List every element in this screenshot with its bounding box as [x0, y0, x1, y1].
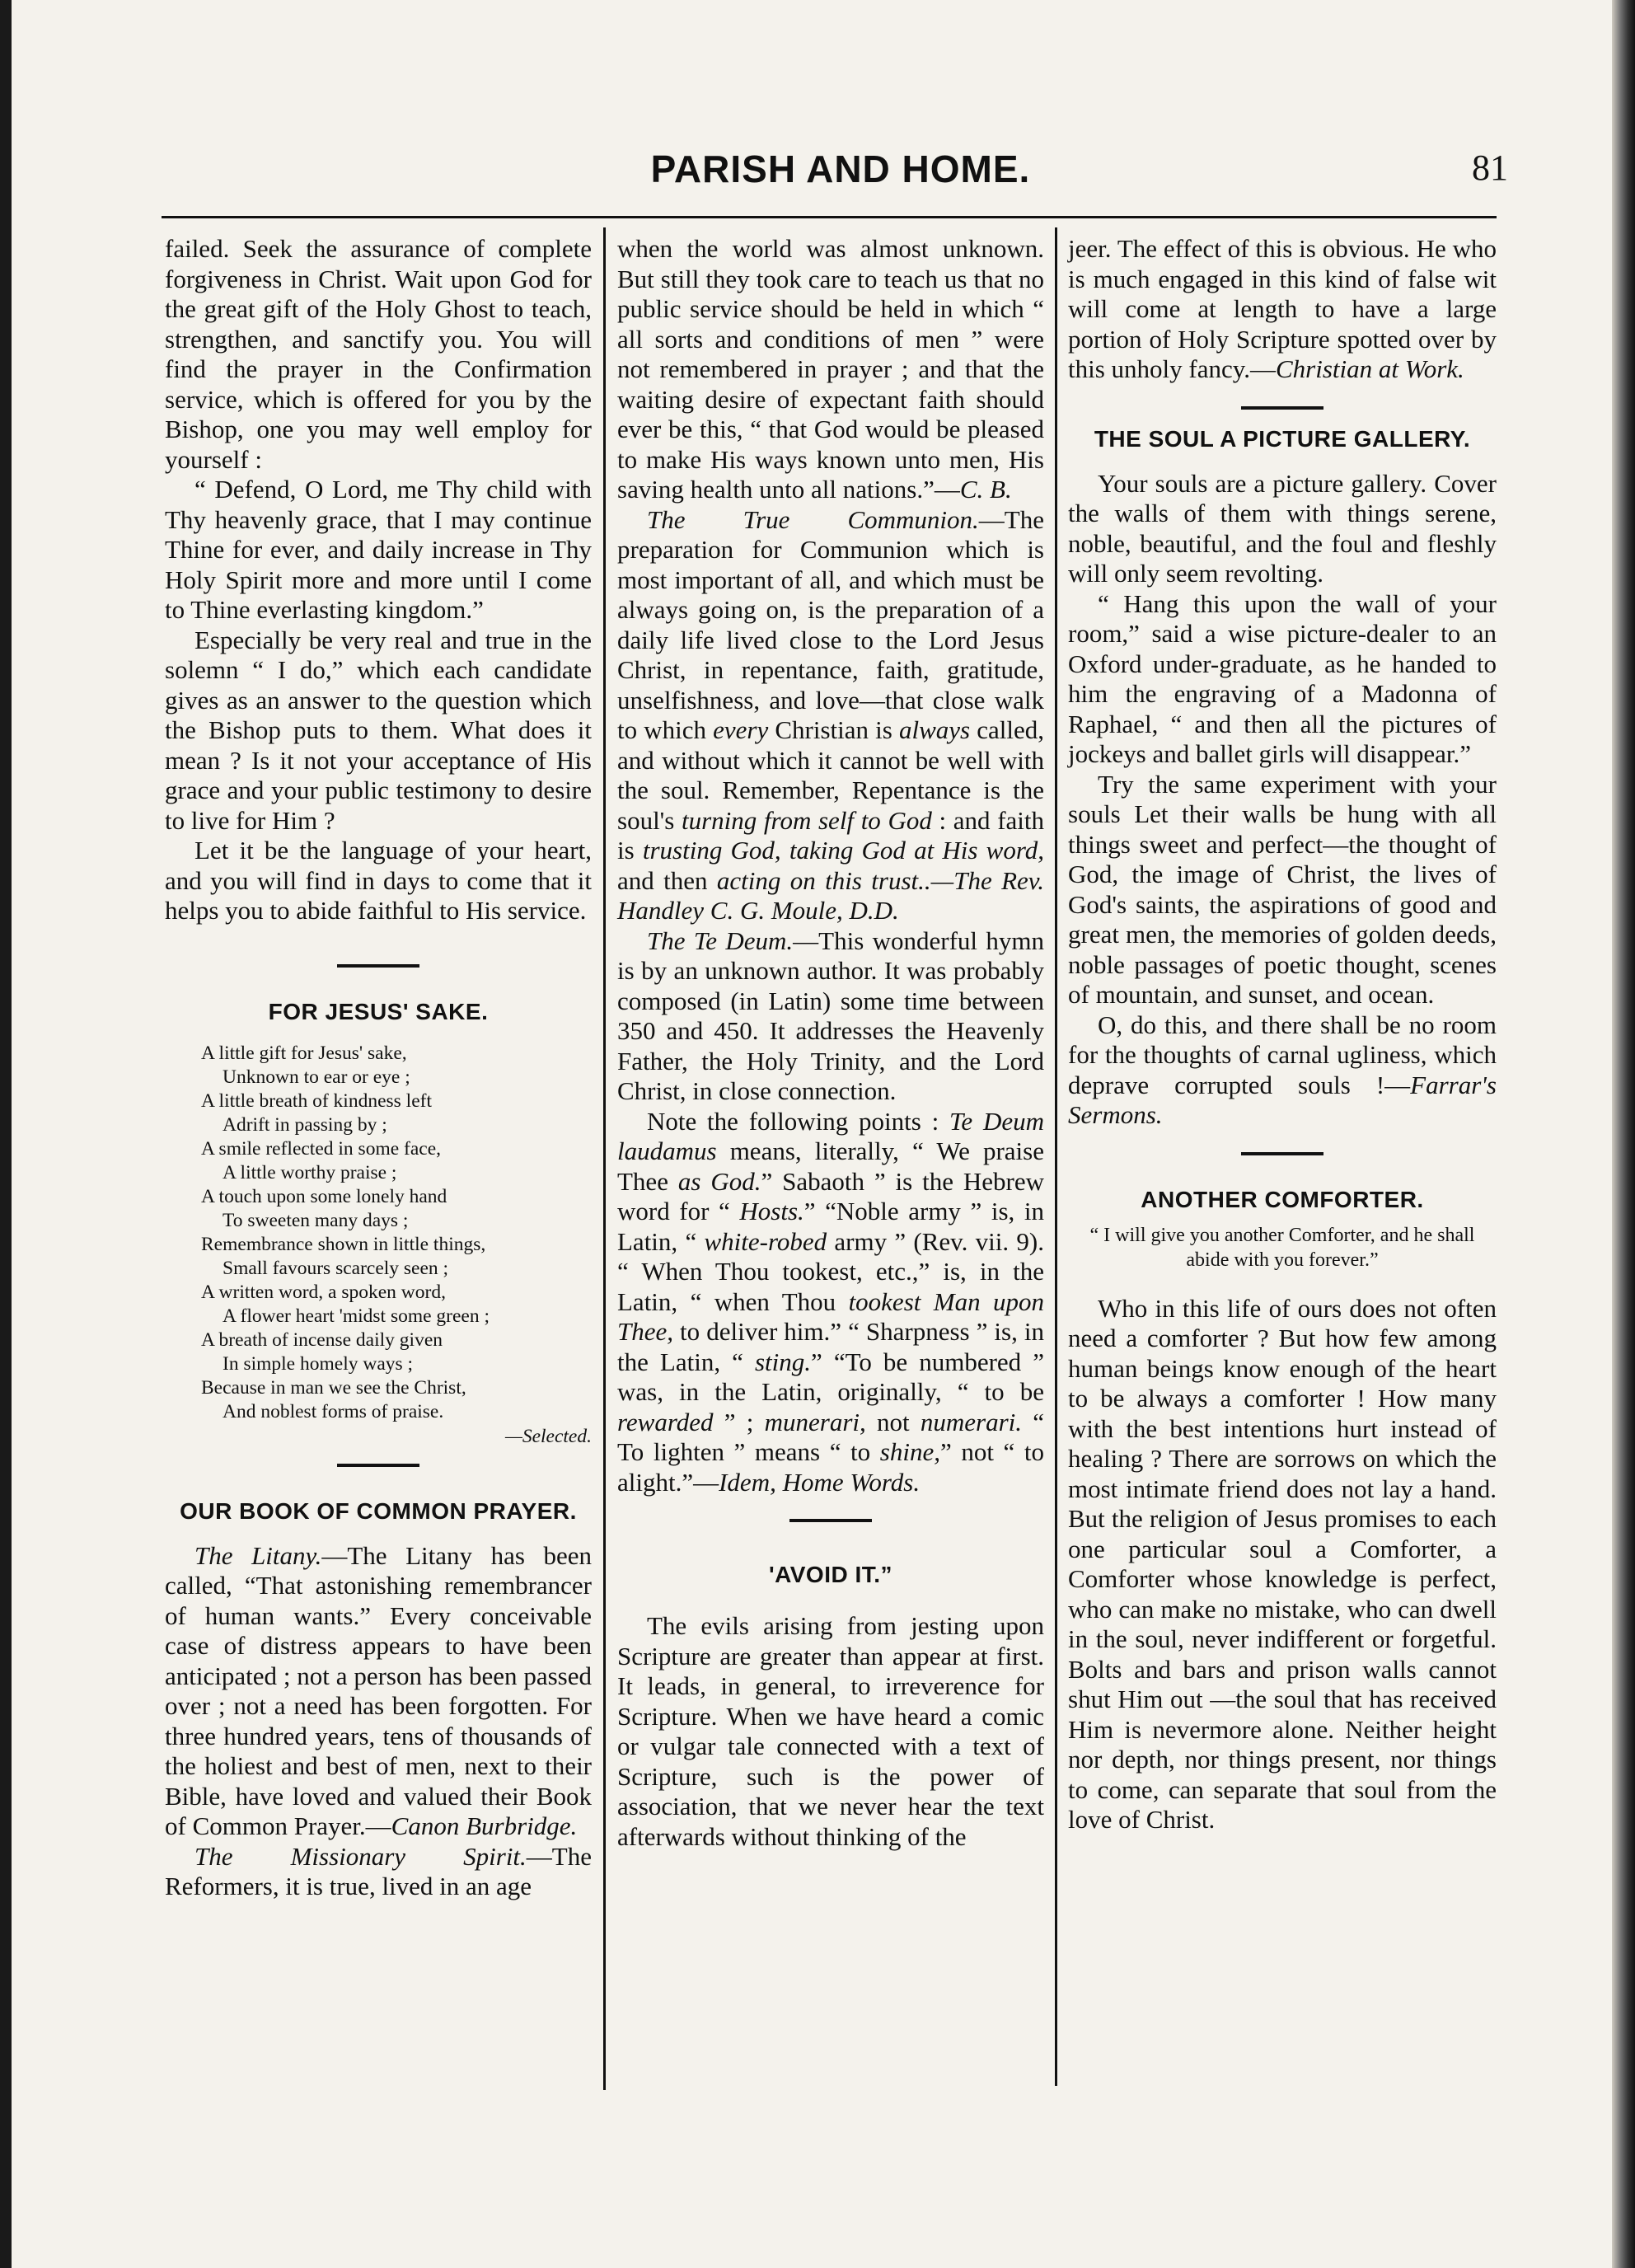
poem-line: And noblest forms of praise.: [223, 1400, 444, 1422]
attribution: Christian at Work.: [1275, 354, 1464, 383]
attribution: —Selected.: [504, 1425, 592, 1447]
run-in-heading: The Litany.: [194, 1540, 322, 1570]
page-title: PARISH AND HOME.: [650, 148, 1031, 190]
poem-line: Small favours scarcely seen ;: [223, 1257, 449, 1279]
poem-line: In simple homely ways ;: [223, 1352, 414, 1375]
section-separator: [337, 1464, 419, 1467]
poem-line: A little breath of kindness left: [201, 1089, 432, 1112]
paragraph: Who in this life of ours does not often need a comforter ? But how few among human beings know enough of the heart to be always a comforter ! How many with the best intentions hurt instead of healing ? There are sorrows on which the most intimate friend does not lay a hand. But the religion of Jesus promises to each one particular soul a Comforter, a Comforter whose knowledge is perfect, who can make no mistake, who can dwell in the soul, never indifferent or forgetful. Bolts and bars and prison walls cannot shut Him out —the soul that has received Him is nevermore alone. Neither height nor depth, nor things present, nor things to come, can separate that soul from the love of Christ.: [1068, 1293, 1497, 1834]
paragraph: Try the same experiment with your souls Let their walls be hung with all things sweet and perfect—the thought of God, the image of Christ, the lives of God's saints, the aspirations of good and great men, the memories of golden deeds, noble passages of poetic thought, scenes of mountain, and sunset, and ocean.: [1068, 769, 1497, 1009]
column-divider: [1055, 227, 1057, 2086]
paragraph: O, do this, and there shall be no room for the thoughts of carnal ugliness, which deprave corrupted souls !—Farrar's Sermons.: [1068, 1010, 1497, 1129]
section-title: FOR JESUS' SAKE.: [268, 998, 489, 1024]
run-in-heading: The Missionary Spirit.: [194, 1841, 527, 1871]
scan-edge-left: [0, 0, 12, 2268]
section-separator: [337, 964, 419, 968]
run-in-heading: The True Communion.: [647, 504, 979, 534]
page-number: 81: [1472, 148, 1508, 188]
paragraph: Your souls are a picture gallery. Cover the walls of them with things serene, noble, beautiful, and the foul and fleshly will only seem revolting.: [1068, 468, 1497, 588]
column-divider: [603, 227, 606, 2090]
epigraph: “ I will give you another Comforter, and he shall abide with you forever.”: [1089, 1224, 1475, 1271]
attribution: Idem, Home Words.: [719, 1467, 921, 1497]
poem-line: A little gift for Jesus' sake,: [201, 1042, 407, 1064]
run-in-heading: The Te Deum.: [647, 925, 794, 955]
scan-edge-right: [1612, 0, 1635, 2268]
attribution: .—The Rev. Handley C. G. Moule, D.D.: [617, 865, 1044, 925]
poem-line: A touch upon some lonely hand: [201, 1185, 447, 1207]
poem-line: A breath of incense daily given: [201, 1328, 443, 1351]
section-title: ANOTHER COMFORTER.: [1141, 1186, 1424, 1212]
section-title: OUR BOOK OF COMMON PRAYER.: [180, 1497, 577, 1524]
paragraph: The Missionary Spirit.—The Reformers, it is true, lived in an age: [165, 1841, 592, 1900]
poem-line: A flower heart 'midst some green ;: [223, 1305, 490, 1327]
poem-line: A written word, a spoken word,: [201, 1281, 446, 1303]
paragraph: The Te Deum.—This wonderful hymn is by an unknown author. It was probably composed (in Latin) some time between 350 and 450. It addresses the Heavenly Father, the Holy Trinity, and the Lord Christ, in close connection.: [617, 925, 1044, 1105]
paragraph: The evils arising from jesting upon Scripture are greater than appear at first. It leads, in general, to irreverence for Scripture. When we have heard a comic or vulgar tale connected with a text of Scripture, such is the power of association, that we never hear the text afterwards without thinking of the: [617, 1611, 1044, 1851]
section-title: THE SOUL A PICTURE GALLERY.: [1094, 425, 1471, 452]
page-header: [165, 147, 1516, 204]
prayer-quote: “ Defend, O Lord, me Thy child with Thy heavenly grace, that I may continue Thine for ever, and daily increase in Thy Holy Spirit more and more until I come to Thine everlasting kingdom.”: [165, 475, 592, 624]
poem-line: A little worthy praise ;: [223, 1161, 397, 1183]
paragraph: The True Communion.—The preparation for Communion which is most important of all, and which must be always going on, is the preparation of a daily life lived close to the Lord Jesus Christ, in repentance, faith, gratitude, unselfishness, and love—that close walk to which every Christian is always called, and without which it cannot be well with the soul. Remember, Repentance is the soul's turning from self to God : and faith is trusting God, taking God at His word, and then acting on this trust..—The Rev. Handley C. G. Moule, D.D.: [617, 504, 1044, 925]
poem-line: Adrift in passing by ;: [223, 1113, 387, 1136]
column-middle: [617, 234, 1044, 1852]
poem-line: Unknown to ear or eye ;: [223, 1066, 410, 1088]
paragraph: “ Hang this upon the wall of your room,” said a wise picture-dealer to an Oxford under-graduate, as he handed to him the engraving of a Madonna of Raphael, “ and then all the pictures of jockeys and ballet girls will disappear.”: [1068, 588, 1497, 768]
poem-line: To sweeten many days ;: [223, 1209, 409, 1231]
header-rule: [162, 216, 1497, 218]
column-left: [165, 234, 592, 1902]
poem: [201, 1042, 592, 1424]
paragraph: The Litany.—The Litany has been called, “That astonishing remembrancer of human wants.” Every conceivable case of distress appears to have been anticipated ; not a person has been passed over ; not a need has been forgotten. For three hundred years, tens of thousands of the holiest and best of men, next to their Bible, have loved and valued their Book of Common Prayer.—Canon Burbridge.: [165, 1540, 593, 1840]
column-right: [1068, 234, 1497, 1835]
poem-line: Remembrance shown in little things,: [201, 1233, 486, 1255]
paragraph: Let it be the language of your heart, and you will find in days to come that it helps you to abide faithful to His service.: [165, 836, 592, 925]
paragraph: when the world was almost unknown. But still they took care to teach us that no public service should be held in which “ all sorts and conditions of men ” were not remembered in prayer ; and that the waiting desire of expectant faith should ever be this, “ that God would be pleased to make His ways known unto men, His saving health unto all nations.”—C. B.: [617, 234, 1044, 504]
poem-line: A smile reflected in some face,: [201, 1137, 442, 1160]
section-separator: [1241, 406, 1323, 410]
attribution: Farrar's Sermons.: [1068, 1070, 1497, 1129]
attribution: C. B.: [959, 475, 1012, 504]
section-separator: [1241, 1152, 1323, 1155]
poem-line: Because in man we see the Christ,: [201, 1376, 466, 1399]
attribution: Canon Burbridge.: [391, 1811, 578, 1840]
paragraph: Especially be very real and true in the solemn “ I do,” which each candidate gives as an answer to the question which the Bishop puts to them. What does it mean ? Is it not your acceptance of His grace and your public testimony to desire to live for Him ?: [165, 625, 592, 835]
section-title: 'AVOID IT.”: [768, 1562, 893, 1587]
paragraph: Note the following points : Te Deum laudamus means, literally, “ We praise Thee as God.” Sabaoth ” is the Hebrew word for “ Hosts.” “Noble army ” is, in Latin, “ white-robed army ” (Rev. vii. 9). “ When Thou tookest, etc.,” is, in the Latin, “ when Thou tookest Man upon Thee, to deliver him.” “ Sharpness ” is, in the Latin, “ sting.” “To be numbered ” was, in the Latin, originally, “ to be rewarded ” ; munerari, not numerari. “ To lighten ” means “ to shine,” not “ to alight.”—Idem, Home Words.: [617, 1106, 1045, 1497]
paragraph: failed. Seek the assurance of complete forgiveness in Christ. Wait upon God for the great gift of the Holy Ghost to teach, strengthen, and sanctify you. You will find the prayer in the Confirmation service, which is offered for you by the Bishop, one you may well employ for yourself :: [165, 234, 592, 474]
section-separator: [789, 1519, 872, 1522]
paragraph: jeer. The effect of this is obvious. He who is much engaged in this kind of false wit will come at length to have a large portion of Holy Scripture spotted over by this unholy fancy.—Christian at Work.: [1068, 234, 1497, 383]
